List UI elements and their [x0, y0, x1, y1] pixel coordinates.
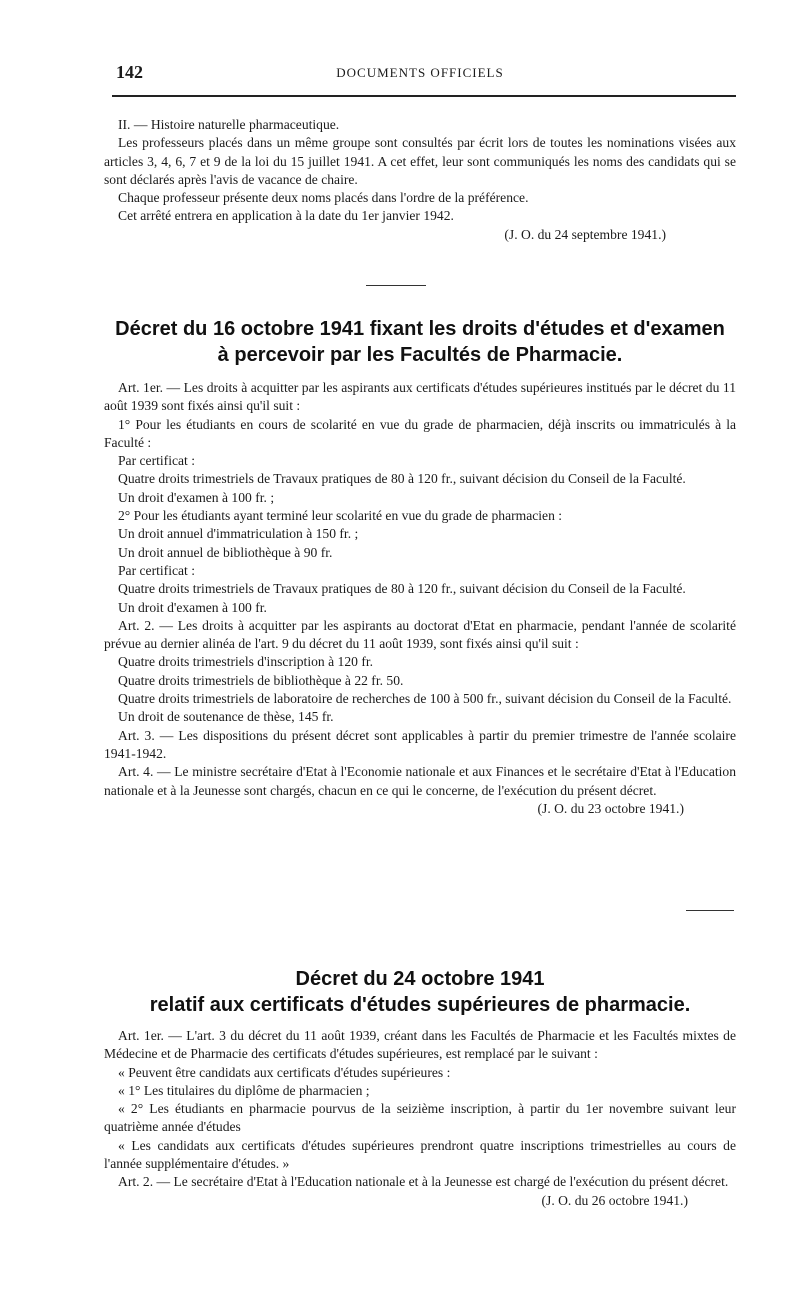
- paragraph: 2° Pour les étudiants ayant terminé leur scolarité en vue du grade de pharmacien :: [118, 508, 563, 524]
- paragraph: Les professeurs placés dans un même groupe sont consultés par écrit lors de toutes les nominations visées aux articles 3, 4, 6, 7 et 9 de la loi du 15 juillet 1941. A cet effet, leur sont communiqués les noms des candidats qui se sont déclarés après l'avis de vacance de chaire.: [104, 135, 736, 187]
- article: Art. 3. — Les dispositions du présent décret sont applicables à partir du premier trimestre de l'année scolaire 1941-1942.: [104, 727, 736, 761]
- decree-title: [104, 966, 736, 1018]
- paragraph: Quatre droits trimestriels de laboratoire de recherches de 100 à 500 fr., suivant décision du Conseil de la Faculté.: [118, 691, 732, 707]
- decree-title-line-1: Décret du 16 octobre 1941 fixant les droits d'études et d'examen: [115, 318, 725, 340]
- page-number: 142: [116, 62, 143, 82]
- source-citation: (J. O. du 24 septembre 1941.): [504, 226, 666, 242]
- quoted-line: « Peuvent être candidats aux certificats d'études supérieures :: [118, 1064, 451, 1080]
- decree-title-line-1: Décret du 24 octobre 1941: [295, 968, 545, 990]
- article: Art. 2. — Les droits à acquitter par les aspirants au doctorat d'Etat en pharmacie, pendant l'année de scolarité prévue au dernier alinéa de l'art. 9 du décret du 11 août 1939, sont fixés ainsi qu'il suit :: [104, 617, 736, 652]
- paragraph: Quatre droits trimestriels de Travaux pratiques de 80 à 120 fr., suivant décision du Conseil de la Faculté.: [118, 471, 686, 487]
- running-title: DOCUMENTS OFFICIELS: [336, 65, 504, 80]
- decree-title: [104, 316, 736, 368]
- paragraph: Chaque professeur présente deux noms placés dans l'ordre de la préférence.: [118, 190, 529, 206]
- page-header: [102, 60, 738, 88]
- paragraph: Un droit annuel de bibliothèque à 90 fr.: [118, 544, 333, 560]
- paragraph: Quatre droits trimestriels de bibliothèque à 22 fr. 50.: [118, 672, 404, 688]
- paragraph: Un droit annuel d'immatriculation à 150 fr. ;: [118, 526, 359, 542]
- section-top: [104, 116, 736, 244]
- decree-1-body: [104, 379, 736, 818]
- article: Art. 4. — Le ministre secrétaire d'Etat à l'Economie nationale et aux Finances et le secrétaire d'Etat à l'Education nationale et à la Jeunesse sont chargés, chacun en ce qui le concerne, de l'exécution du présent décret.: [104, 764, 736, 798]
- header-rule: [112, 95, 736, 97]
- article: Art. 1er. — L'art. 3 du décret du 11 août 1939, créant dans les Facultés de Pharmacie et les Facultés mixtes de Médecine et de Pharmacie des certificats d'études supérieures, est remplacé par le suivant :: [104, 1028, 736, 1062]
- heading-line: II. — Histoire naturelle pharmaceutique.: [118, 117, 340, 132]
- paragraph: Cet arrêté entrera en application à la date du 1er janvier 1942.: [118, 208, 454, 224]
- section-separator: [686, 910, 734, 911]
- decree-title-line-2: relatif aux certificats d'études supérieures de pharmacie.: [149, 994, 691, 1016]
- paragraph: Un droit d'examen à 100 fr.: [118, 599, 267, 615]
- source-citation: (J. O. du 26 octobre 1941.): [541, 1192, 688, 1208]
- article: Art. 2. — Le secrétaire d'Etat à l'Education nationale et à la Jeunesse est chargé de l'exécution du présent décret.: [118, 1174, 729, 1190]
- paragraph: 1° Pour les étudiants en cours de scolarité en vue du grade de pharmacien, déjà inscrits ou immatriculés à la Faculté :: [104, 416, 736, 450]
- decree-title-line-2: à percevoir par les Facultés de Pharmacie.: [217, 344, 623, 366]
- quoted-line: « Les candidats aux certificats d'études supérieures prendront quatre inscriptions trimestrielles au cours de l'année supplémentaire d'études. »: [104, 1137, 736, 1172]
- source-citation: (J. O. du 23 octobre 1941.): [537, 800, 684, 816]
- decree-2-body: [104, 1027, 736, 1210]
- paragraph: Par certificat :: [118, 562, 195, 578]
- paragraph: Un droit de soutenance de thèse, 145 fr.: [118, 709, 334, 725]
- quoted-line: « 1° Les titulaires du diplôme de pharmacien ;: [118, 1082, 370, 1098]
- paragraph: Par certificat :: [118, 453, 195, 469]
- paragraph: Quatre droits trimestriels de Travaux pratiques de 80 à 120 fr., suivant décision du Conseil de la Faculté.: [118, 581, 686, 597]
- section-separator: [366, 285, 426, 286]
- article: Art. 1er. — Les droits à acquitter par les aspirants aux certificats d'études supérieures institués par le décret du 11 août 1939 sont fixés ainsi qu'il suit :: [104, 380, 736, 414]
- paragraph: Quatre droits trimestriels d'inscription à 120 fr.: [118, 654, 374, 670]
- paragraph: Un droit d'examen à 100 fr. ;: [118, 489, 275, 505]
- quoted-line: « 2° Les étudiants en pharmacie pourvus de la seizième inscription, à partir du 1er novembre suivant leur quatrième année d'études: [104, 1101, 736, 1135]
